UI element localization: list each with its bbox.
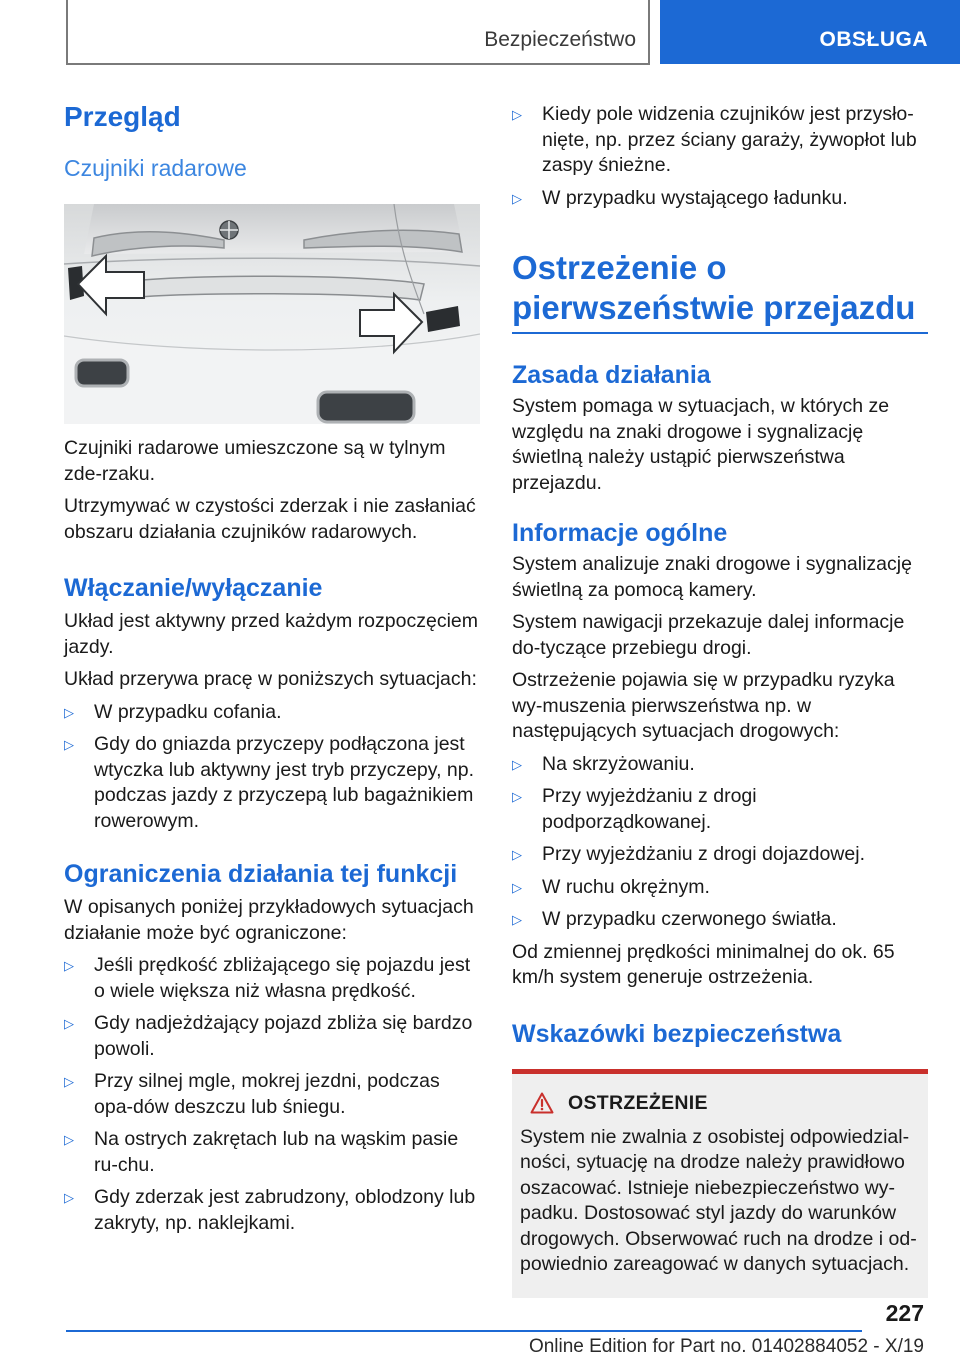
list-item: ▷ W przypadku wystającego ładunku. xyxy=(512,186,848,209)
subsection-title-on-off: Włączanie/wyłączanie xyxy=(64,574,323,602)
footer-edition: Online Edition for Part no. 01402884052 - X/19 xyxy=(528,1336,924,1357)
list-item: ▷ Na ostrych zakrętach lub na wąskim pasie ru-chu. xyxy=(64,1128,459,1176)
radar-sensors-illustration xyxy=(64,204,480,424)
onoff-situations-list xyxy=(64,700,480,835)
triangle-right-outline-icon: ▷ xyxy=(512,912,522,927)
warning-label: OSTRZEŻENIE xyxy=(568,1091,708,1114)
paragraph-radar-cleaning: Utrzymywać w czystości zderzak i nie zasłaniać obszaru działania czujników radarowych. xyxy=(64,495,476,543)
limits-list xyxy=(64,953,480,1236)
triangle-right-outline-icon: ▷ xyxy=(64,1132,74,1147)
paragraph-general-navigation: System nawigacji przekazuje dalej informacje do-tyczące przebiegu drogi. xyxy=(512,611,905,659)
page-number: 227 xyxy=(885,1300,924,1326)
subsection-title-principle: Zasada działania xyxy=(512,361,711,389)
subsection-title-limits: Ograniczenia działania tej funkcji xyxy=(64,860,458,888)
list-item: ▷ W ruchu okrężnym. xyxy=(512,875,710,898)
warning-header xyxy=(530,1092,920,1115)
triangle-right-outline-icon: ▷ xyxy=(64,1016,74,1031)
chapter-title: Bezpieczeństwo xyxy=(484,28,636,51)
triangle-right-outline-icon: ▷ xyxy=(512,107,522,122)
triangle-right-outline-icon: ▷ xyxy=(512,190,522,206)
paragraph-principle: System pomaga w sytuacjach, w których ze względu na znaki drogowe i sygnalizację świetlną należy ustąpić pierwszeństwa przejazdu. xyxy=(512,395,890,494)
left-column xyxy=(64,100,480,1243)
triangle-right-outline-icon: ▷ xyxy=(64,1074,74,1089)
triangle-right-outline-icon: ▷ xyxy=(64,1190,74,1205)
section-tab-label: OBSŁUGA xyxy=(819,28,928,51)
triangle-right-outline-icon: ▷ xyxy=(512,789,522,804)
subsection-title-general-info: Informacje ogólne xyxy=(512,519,728,547)
road-situations-list xyxy=(512,752,928,933)
warning-text: System nie zwalnia z osobistej odpowiedzial-ności, sytuację na drodze należy prawidłowo oszacować. Istnieje niebezpieczeństwo wy-padku. Dostosować styl jazdy do warunków drogowych. Obserwować ruch na drodze i od-powiednio zareagować w danych sytuacjach. xyxy=(520,1125,917,1275)
list-item: ▷ Przy wyjeżdżaniu z drogi podporządkowanej. xyxy=(512,785,757,833)
car-rear-bumper-image xyxy=(64,204,480,424)
list-item: ▷ Gdy do gniazda przyczepy podłączona jest wtyczka lub aktywny jest tryb przyczepy, np. podczas jazdy z przyczepą lub bagażnikiem rowerowym. xyxy=(64,733,475,832)
paragraph-limits-intro: W opisanych poniżej przykładowych sytuacjach działanie może być ograniczone: xyxy=(64,896,474,944)
triangle-right-outline-icon: ▷ xyxy=(512,847,522,862)
right-column xyxy=(512,102,928,1298)
list-item: ▷ Na skrzyżowaniu. xyxy=(512,752,695,775)
header-divider-left xyxy=(66,0,68,64)
triangle-right-outline-icon: ▷ xyxy=(64,704,74,720)
footer-divider xyxy=(66,1330,862,1332)
subsection-title-radar-sensors: Czujniki radarowe xyxy=(64,155,247,181)
triangle-right-outline-icon: ▷ xyxy=(512,879,522,895)
list-item: ▷ Kiedy pole widzenia czujników jest przysło-nięte, np. przez ściany garaży, żywopłot lub zaspy śnieżne. xyxy=(512,103,917,176)
list-item: ▷ Przy wyjeżdżaniu z drogi dojazdowej. xyxy=(512,843,865,865)
paragraph-general-warning: Ostrzeżenie pojawia się w przypadku ryzyka wy-muszenia pierwszeństwa np. w następujących sytuacjach drogowych: xyxy=(512,669,895,742)
list-item: ▷ Przy silnej mgle, mokrej jezdni, podczas opa-dów deszczu lub śniegu. xyxy=(64,1070,440,1118)
triangle-right-outline-icon: ▷ xyxy=(512,756,522,772)
list-item: ▷ Gdy nadjeżdżający pojazd zbliża się bardzo powoli. xyxy=(64,1012,473,1060)
header-divider-bottom xyxy=(66,63,650,65)
triangle-right-outline-icon: ▷ xyxy=(64,737,74,752)
list-item: ▷ Gdy zderzak jest zabrudzony, oblodzony lub zakryty, np. naklejkami. xyxy=(64,1186,476,1234)
list-item: ▷ W przypadku cofania. xyxy=(64,700,282,723)
warning-triangle-icon xyxy=(530,1092,554,1114)
list-item: ▷ W przypadku czerwonego światła. xyxy=(512,908,837,930)
warning-box xyxy=(512,1069,928,1298)
limits-list-continued xyxy=(512,102,928,211)
section-title-priority-warning: Ostrzeżenie o pierwszeństwie przejazdu xyxy=(512,249,916,326)
paragraph-onoff-active: Układ jest aktywny przed każdym rozpoczęciem jazdy. xyxy=(64,610,478,658)
section-title-overview: Przegląd xyxy=(64,101,181,132)
paragraph-onoff-interrupt: Układ przerywa pracę w poniższych sytuacjach: xyxy=(64,668,477,690)
subsection-title-safety: Wskazówki bezpieczeństwa xyxy=(512,1019,842,1048)
triangle-right-outline-icon: ▷ xyxy=(64,958,74,973)
list-item: ▷ Jeśli prędkość zbliżającego się pojazdu jest o wiele większa niż własna prędkość. xyxy=(64,954,471,1002)
paragraph-speed-range: Od zmiennej prędkości minimalnej do ok. 65 km/h system generuje ostrzeżenia. xyxy=(512,940,895,988)
paragraph-general-camera: System analizuje znaki drogowe i sygnalizację świetlną za pomocą kamery. xyxy=(512,553,912,601)
paragraph-radar-location: Czujniki radarowe umieszczone są w tylnym zde-rzaku. xyxy=(64,437,446,485)
header-divider-right xyxy=(648,0,650,64)
